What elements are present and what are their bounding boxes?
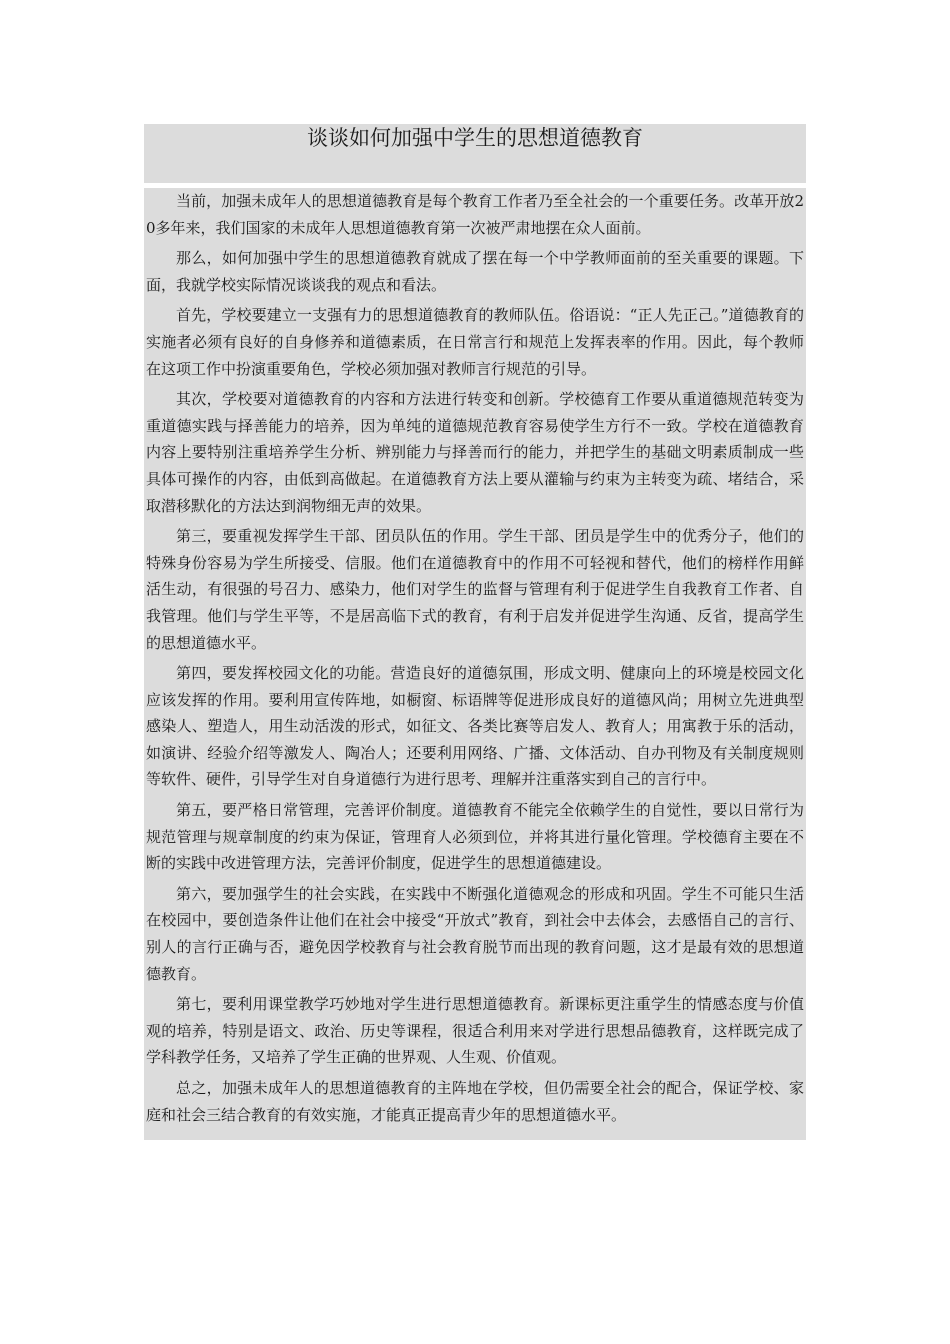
paragraph-sixth: 第六，要加强学生的社会实践，在实践中不断强化道德观念的形成和巩固。学生不可能只生活在校园中，要创造条件让他们在社会中接受“开放式”教育，到社会中去体会，去感悟自己的言行、别人的言行正确与否，避免因学校教育与社会教育脱节而出现的教育问题，这才是最有效的思想道德教育。 (146, 884, 804, 983)
document-body (144, 188, 806, 1140)
paragraph-conclusion: 总之，加强未成年人的思想道德教育的主阵地在学校，但仍需要全社会的配合，保证学校、家庭和社会三结合教育的有效实施，才能真正提高青少年的思想道德水平。 (146, 1079, 804, 1124)
paragraph-third: 第三，要重视发挥学生干部、团员队伍的作用。学生干部、团员是学生中的优秀分子，他们的特殊身份容易为学生所接受、信服。他们在道德教育中的作用不可轻视和替代，他们的榜样作用鲜活生动，有很强的号召力、感染力，他们对学生的监督与管理有利于促进学生自我教育工作者、自我管理。他们与学生平等，不是居高临下式的教育，有利于启发并促进学生沟通、反省，提高学生的思想道德水平。 (146, 527, 804, 652)
paragraph-fifth: 第五，要严格日常管理，完善评价制度。道德教育不能完全依赖学生的自觉性，要以日常行为规范管理与规章制度的约束为保证，管理育人必须到位，并将其进行量化管理。学校德育主要在不断的实践中改进管理方法，完善评价制度，促进学生的思想道德建设。 (146, 801, 804, 873)
paragraph-second: 其次，学校要对道德教育的内容和方法进行转变和创新。学校德育工作要从重道德规范转变为重道德实践与择善能力的培养，因为单纯的道德规范教育容易使学生方行不一致。学校在道德教育内容上要特别注重培养学生分析、辨别能力与择善而行的能力，并把学生的基础文明素质制成一些具体可操作的内容，由低到高做起。在道德教育方法上要从灌输与约束为主转变为疏、堵结合，采取潜移默化的方法达到润物细无声的效果。 (146, 390, 804, 515)
document-title: 谈谈如何加强中学生的思想道德教育 (307, 126, 643, 150)
paragraph-first: 首先，学校要建立一支强有力的思想道德教育的教师队伍。俗语说：“正人先正己。”道德教育的实施者必须有良好的自身修养和道德素质，在日常言行和规范上发挥表率的作用。因此，每个教师在这项工作中扮演重要角色，学校必须加强对教师言行规范的引导。 (146, 306, 804, 378)
paragraph-seventh: 第七，要利用课堂教学巧妙地对学生进行思想道德教育。新课标更注重学生的情感态度与价值观的培养，特别是语文、政治、历史等课程，很适合利用来对学进行思想品德教育，这样既完成了学科教学任务，又培养了学生正确的世界观、人生观、价值观。 (146, 995, 804, 1067)
document-page (144, 124, 806, 1140)
paragraph-topic: 那么，如何加强中学生的思想道德教育就成了摆在每一个中学教师面前的至关重要的课题。下面，我就学校实际情况谈谈我的观点和看法。 (146, 249, 804, 294)
paragraph-fourth: 第四，要发挥校园文化的功能。营造良好的道德氛围，形成文明、健康向上的环境是校园文化应该发挥的作用。要利用宣传阵地，如橱窗、标语牌等促进形成良好的道德风尚；用树立先进典型感染人、塑造人，用生动活泼的形式，如征文、各类比赛等启发人、教育人；用寓教于乐的活动，如演讲、经验介绍等激发人、陶冶人；还要利用网络、广播、文体活动、自办刊物及有关制度规则等软件、硬件，引导学生对自身道德行为进行思考、理解并注重落实到自己的言行中。 (146, 664, 804, 789)
paragraph-intro: 当前，加强未成年人的思想道德教育是每个教育工作者乃至全社会的一个重要任务。改革开放20多年来，我们国家的未成年人思想道德教育第一次被严肃地摆在众人面前。 (146, 192, 804, 237)
